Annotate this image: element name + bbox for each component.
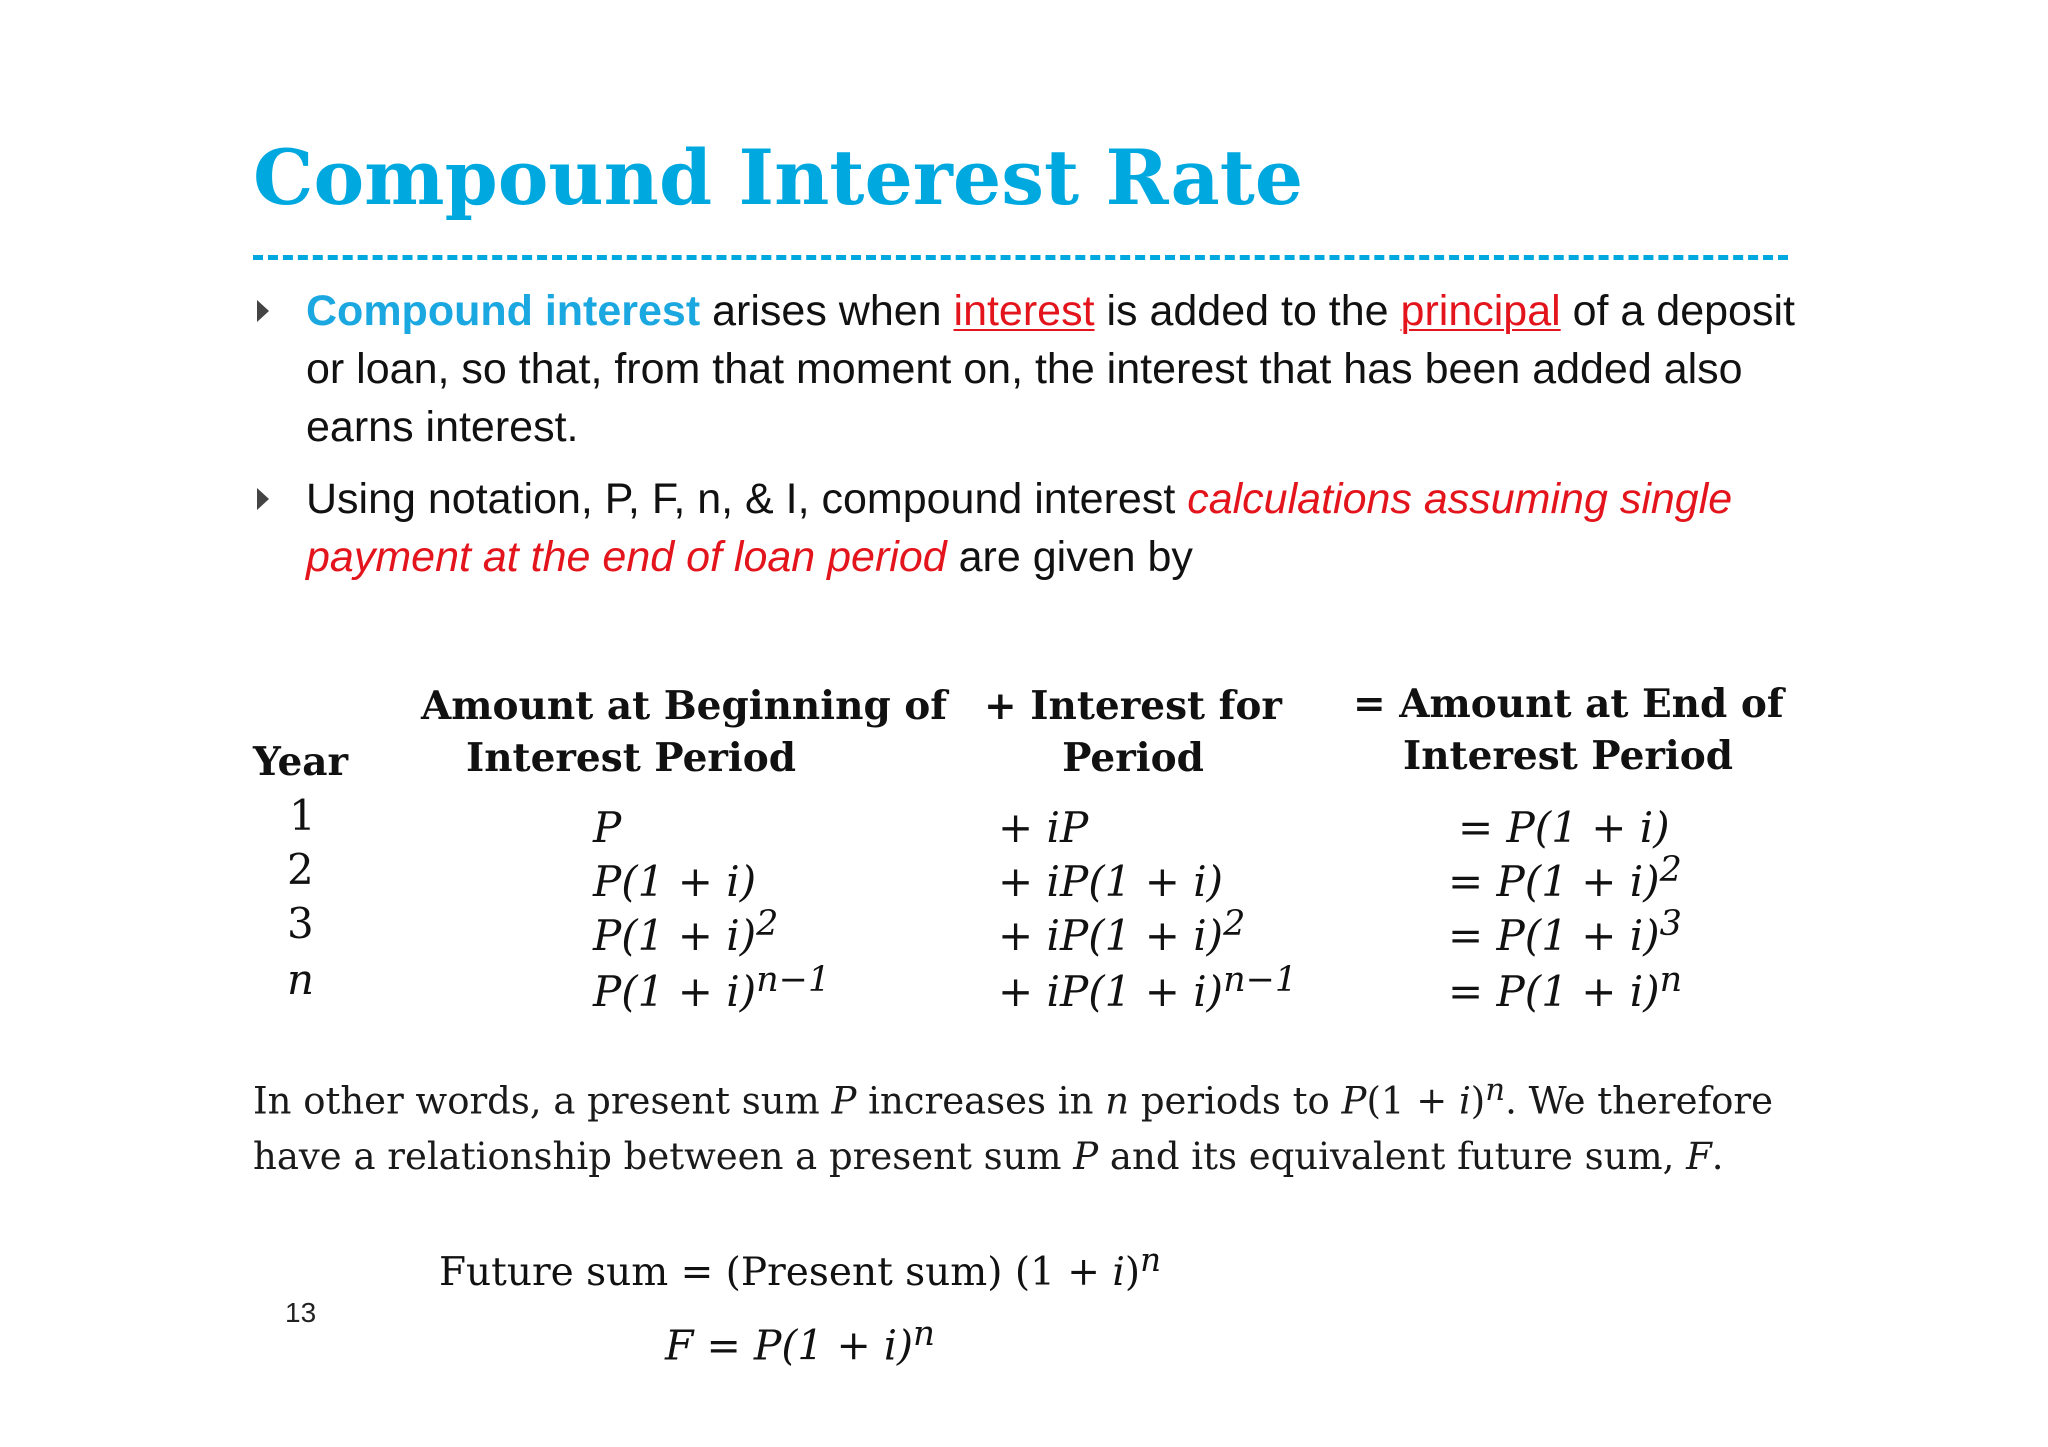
table-cell-beginning: $P(1 + i)^2$ <box>593 904 779 960</box>
triangle-bullet-icon <box>257 488 269 510</box>
table-cell-end: = $P(1 + i)^n$ <box>1448 960 1683 1016</box>
formula-symbolic: $F = P(1 + i)^n$ <box>664 1314 936 1370</box>
bullet-text: Using notation, P, F, n, & I, compound interest <box>306 475 1188 523</box>
table-cell-interest: + $iP(1 + i)^{n-1}$ <box>998 960 1298 1016</box>
table-cell-interest: + iP(1 + i) <box>998 857 1224 906</box>
bullet-list <box>253 282 1813 600</box>
header-beginning-line2: Interest Period <box>465 735 797 781</box>
bullet-text: of a deposit or loan, so that, from that moment on, the interest that has been added also earns interest. <box>306 287 1795 451</box>
page-number: 13 <box>285 1297 317 1328</box>
compound-interest-table <box>253 670 1803 1016</box>
table-cell-beginning: P(1 + i) <box>593 857 757 906</box>
emphasis-text: calculations assuming single payment at the end of loan period <box>306 475 1733 581</box>
table-cell-interest: + $iP(1 + i)^2$ <box>998 904 1246 960</box>
slide-title: Compound Interest Rate <box>253 133 1304 222</box>
table-cell-year: 2 <box>287 845 314 894</box>
header-year: Year <box>253 739 349 785</box>
link-interest[interactable]: interest <box>953 287 1095 335</box>
header-interest-line2: Period <box>1062 735 1204 781</box>
header-end-line2: Interest Period <box>1402 733 1734 779</box>
header-interest-line1: + Interest for <box>984 683 1282 729</box>
bullet-text: arises when <box>700 287 954 335</box>
link-principal[interactable]: principal <box>1400 287 1561 335</box>
table-cell-year: 3 <box>287 899 314 948</box>
table-cell-year: n <box>287 955 315 1004</box>
header-beginning-line1: Amount at Beginning of <box>421 683 948 729</box>
bullet-notation <box>253 470 1813 586</box>
table-cell-year: 1 <box>289 791 316 840</box>
table-cell-end: = $P(1 + i)^3$ <box>1448 904 1682 960</box>
table-cell-beginning: P <box>593 803 622 852</box>
table-cell-end: = $P(1 + i)^2$ <box>1448 850 1682 906</box>
table-cell-beginning: $P(1 + i)^{n-1}$ <box>593 960 831 1016</box>
bullet-text: is added to the <box>1094 287 1401 335</box>
table-cell-interest: + iP <box>998 803 1089 852</box>
header-end-line1: = Amount at End of <box>1353 681 1784 727</box>
bullet-compound-interest <box>253 282 1813 456</box>
formula-words: Future sum = (Present sum) $(1 + i)^n$ <box>439 1241 1161 1295</box>
bullet-text: are given by <box>946 533 1193 581</box>
term-compound-interest: Compound interest <box>306 287 701 335</box>
table-cell-end: = P(1 + i) <box>1458 803 1670 852</box>
title-divider <box>253 255 1788 260</box>
triangle-bullet-icon <box>257 300 269 322</box>
explanation-paragraph: In other words, a present sum P increases in n periods to $P(1 + i)^n$. We therefore have a relationship between a present sum P and its equivalent future sum, F. <box>253 1072 1774 1179</box>
